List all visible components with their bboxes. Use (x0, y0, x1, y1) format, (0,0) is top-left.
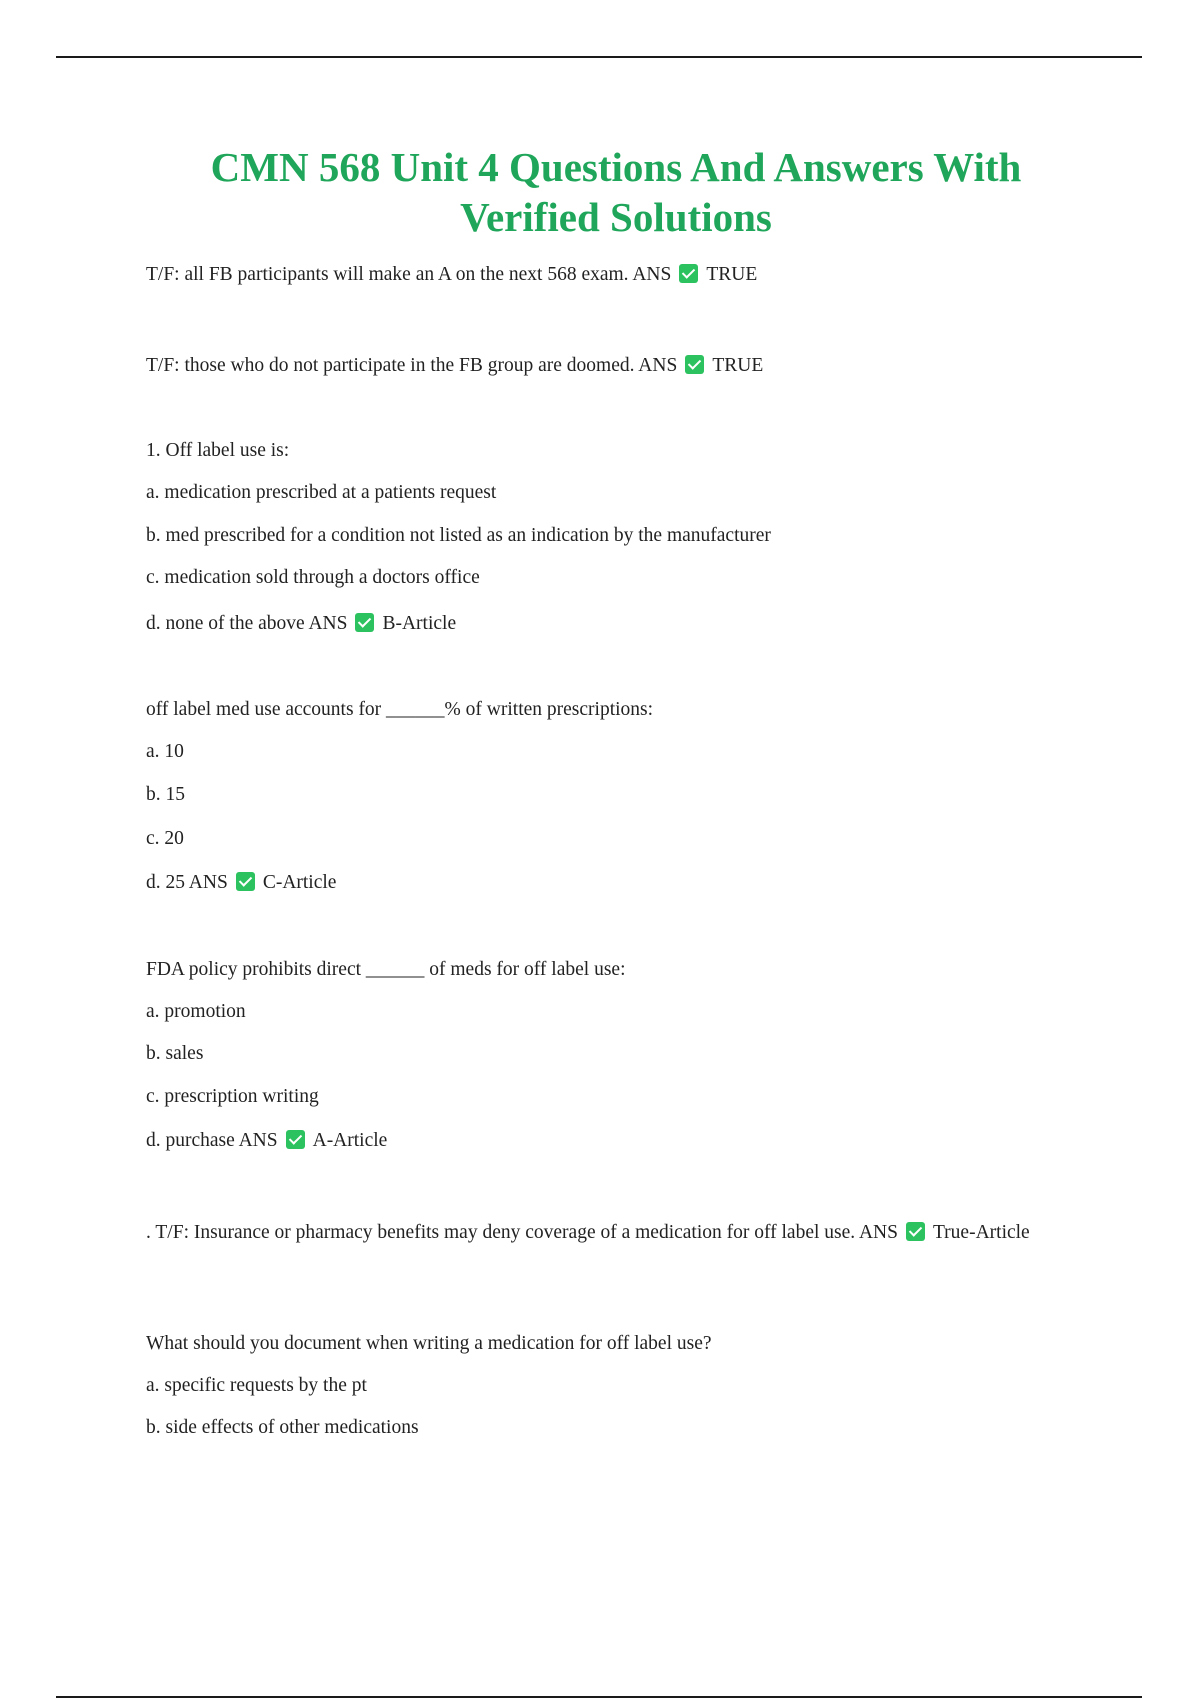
option-text: b. sales (146, 1043, 204, 1064)
top-rule (56, 56, 1142, 58)
option-text: a. specific requests by the pt (146, 1375, 367, 1396)
question-item (146, 1220, 1066, 1246)
question-text: FDA policy prohibits direct ______ of meds for off label use: (146, 959, 626, 980)
check-icon (286, 1130, 305, 1149)
option-text: d. 25 ANS (146, 872, 228, 893)
option-item (146, 870, 336, 896)
answer-text: TRUE (706, 264, 758, 285)
check-icon (236, 872, 255, 891)
check-icon (355, 613, 374, 632)
answer-text: B-Article (382, 613, 457, 634)
check-icon (685, 355, 704, 374)
option-item (146, 1128, 387, 1154)
document-title: CMN 568 Unit 4 Questions And Answers With Verified Solutions (210, 144, 1022, 240)
question-text: 1. Off label use is: (146, 440, 290, 461)
answer-text: True-Article (932, 1222, 1030, 1243)
option-text: c. prescription writing (146, 1086, 319, 1107)
question-text: What should you document when writing a medication for off label use? (146, 1333, 712, 1354)
question-item (146, 262, 757, 288)
answer-text: A-Article (312, 1130, 388, 1151)
option-text: c. 20 (146, 828, 184, 849)
option-item (146, 611, 456, 637)
option-text: a. medication prescribed at a patients request (146, 482, 497, 503)
option-text: d. purchase ANS (146, 1130, 278, 1151)
option-text: b. med prescribed for a condition not listed as an indication by the manufacturer (146, 525, 771, 546)
question-text: . T/F: Insurance or pharmacy benefits may deny coverage of a medication for off label use. ANS (146, 1222, 898, 1243)
option-text: a. promotion (146, 1001, 246, 1022)
option-text: a. 10 (146, 741, 184, 762)
answer-text: C-Article (262, 872, 337, 893)
question-text: T/F: all FB participants will make an A on the next 568 exam. ANS (146, 264, 672, 285)
question-text: T/F: those who do not participate in the FB group are doomed. ANS (146, 355, 678, 376)
answer-text: TRUE (712, 355, 764, 376)
check-icon (679, 264, 698, 283)
option-text: b. 15 (146, 784, 185, 805)
question-text: off label med use accounts for ______% of written prescriptions: (146, 699, 654, 720)
option-text: b. side effects of other medications (146, 1417, 419, 1438)
option-text: c. medication sold through a doctors office (146, 567, 480, 588)
option-text: d. none of the above ANS (146, 613, 348, 634)
question-item (146, 353, 763, 379)
check-icon (906, 1222, 925, 1241)
bottom-rule (56, 1696, 1142, 1698)
